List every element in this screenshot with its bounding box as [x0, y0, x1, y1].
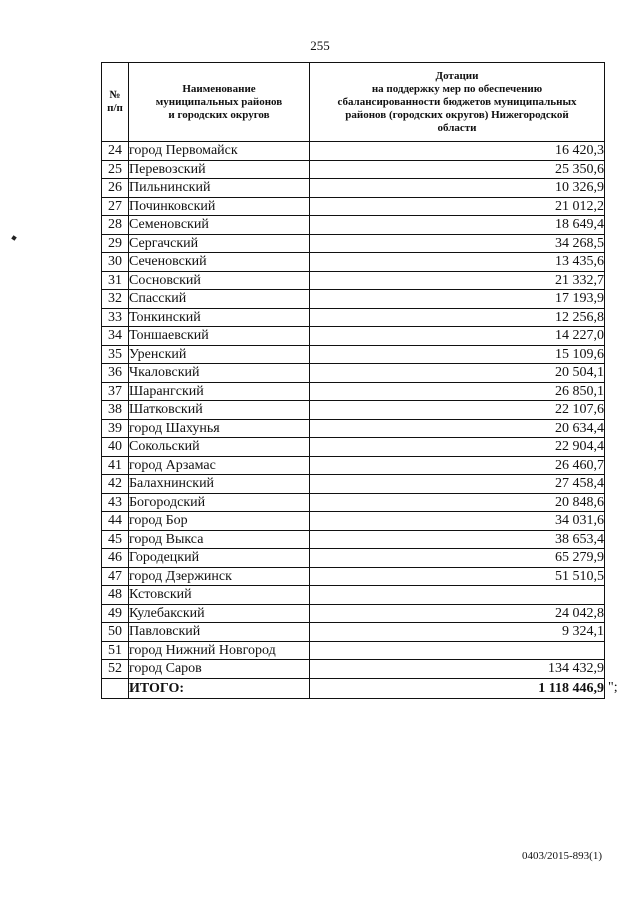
row-value: 18 649,4 — [310, 216, 605, 235]
row-value: 38 653,4 — [310, 530, 605, 549]
row-name: город Саров — [129, 660, 310, 679]
row-number: 31 — [102, 271, 129, 290]
row-value: 20 504,1 — [310, 364, 605, 383]
row-name: город Нижний Новгород — [129, 641, 310, 660]
row-number: 29 — [102, 234, 129, 253]
row-number: 38 — [102, 401, 129, 420]
row-value: 21 332,7 — [310, 271, 605, 290]
row-name: Пильнинский — [129, 179, 310, 198]
row-name: Шатковский — [129, 401, 310, 420]
table-row — [102, 290, 605, 309]
row-number: 32 — [102, 290, 129, 309]
table-row — [102, 493, 605, 512]
table-row — [102, 586, 605, 605]
row-value: 10 326,9 — [310, 179, 605, 198]
row-name: город Бор — [129, 512, 310, 531]
table-row — [102, 512, 605, 531]
row-value: 13 435,6 — [310, 253, 605, 272]
row-value: 20 634,4 — [310, 419, 605, 438]
row-number: 24 — [102, 142, 129, 161]
table-row — [102, 456, 605, 475]
table-header-row — [102, 63, 605, 142]
row-value — [310, 641, 605, 660]
row-name: город Арзамас — [129, 456, 310, 475]
header-number-line: п/п — [107, 102, 123, 114]
row-number: 26 — [102, 179, 129, 198]
header-number — [102, 63, 129, 142]
row-name: Сокольский — [129, 438, 310, 457]
row-name: Сосновский — [129, 271, 310, 290]
table-row — [102, 438, 605, 457]
table-row — [102, 641, 605, 660]
header-value-line: сбалансированности бюджетов муниципальных — [337, 95, 577, 108]
header-value-line: на поддержку мер по обеспечению — [371, 82, 543, 95]
row-value: 65 279,9 — [310, 549, 605, 568]
row-name: Чкаловский — [129, 364, 310, 383]
row-value: 26 460,7 — [310, 456, 605, 475]
table-row — [102, 623, 605, 642]
row-name: Шарангский — [129, 382, 310, 401]
row-name: город Первомайск — [129, 142, 310, 161]
table-row — [102, 475, 605, 494]
row-number: 43 — [102, 493, 129, 512]
row-value: 17 193,9 — [310, 290, 605, 309]
total-row — [102, 678, 605, 698]
row-name: город Дзержинск — [129, 567, 310, 586]
row-value: 27 458,4 — [310, 475, 605, 494]
row-value: 9 324,1 — [310, 623, 605, 642]
row-number: 46 — [102, 549, 129, 568]
row-name: Кулебакский — [129, 604, 310, 623]
table-body — [102, 142, 605, 699]
header-value-line: районов (городских округов) Нижегородской — [345, 108, 569, 121]
total-value: 1 118 446,9 — [310, 678, 605, 698]
table-row — [102, 660, 605, 679]
row-number: 34 — [102, 327, 129, 346]
header-name-line: и городских округов — [168, 108, 270, 121]
table-row — [102, 308, 605, 327]
row-name: Уренский — [129, 345, 310, 364]
header-value — [310, 63, 605, 142]
row-number: 49 — [102, 604, 129, 623]
page-number: 255 — [310, 38, 330, 53]
row-value: 22 107,6 — [310, 401, 605, 420]
table-row — [102, 271, 605, 290]
row-name: Починковский — [129, 197, 310, 216]
row-number: 52 — [102, 660, 129, 679]
row-number: 41 — [102, 456, 129, 475]
table-row — [102, 567, 605, 586]
row-number: 28 — [102, 216, 129, 235]
header-value-line: Дотации — [435, 69, 479, 82]
table-row — [102, 549, 605, 568]
header-name-line: муниципальных районов — [155, 95, 283, 108]
header-number-line: № — [109, 89, 121, 101]
row-number: 45 — [102, 530, 129, 549]
table-row — [102, 419, 605, 438]
header-name-line: Наименование — [182, 82, 256, 95]
row-name: Балахнинский — [129, 475, 310, 494]
table-row — [102, 364, 605, 383]
row-value: 25 350,6 — [310, 160, 605, 179]
row-value: 14 227,0 — [310, 327, 605, 346]
table-row — [102, 234, 605, 253]
row-name: город Шахунья — [129, 419, 310, 438]
row-name: Городецкий — [129, 549, 310, 568]
row-name: Кстовский — [129, 586, 310, 605]
table-row — [102, 382, 605, 401]
row-value: 24 042,8 — [310, 604, 605, 623]
header-value-line: области — [437, 121, 477, 134]
row-name: Сеченовский — [129, 253, 310, 272]
row-value: 12 256,8 — [310, 308, 605, 327]
table-row — [102, 142, 605, 161]
table-row — [102, 179, 605, 198]
row-value: 22 904,4 — [310, 438, 605, 457]
table-row — [102, 604, 605, 623]
table-row — [102, 197, 605, 216]
header-name — [129, 63, 310, 142]
row-number: 50 — [102, 623, 129, 642]
row-name: Перевозский — [129, 160, 310, 179]
row-number: 37 — [102, 382, 129, 401]
row-name: Спасский — [129, 290, 310, 309]
total-number-cell — [102, 678, 129, 698]
row-value: 134 432,9 — [310, 660, 605, 679]
row-number: 25 — [102, 160, 129, 179]
table-row — [102, 530, 605, 549]
row-number: 35 — [102, 345, 129, 364]
table-row — [102, 401, 605, 420]
row-number: 44 — [102, 512, 129, 531]
row-number: 39 — [102, 419, 129, 438]
row-value: 20 848,6 — [310, 493, 605, 512]
row-name: Тонкинский — [129, 308, 310, 327]
row-value — [310, 586, 605, 605]
stray-mark — [11, 235, 17, 241]
row-name: Павловский — [129, 623, 310, 642]
row-value: 16 420,3 — [310, 142, 605, 161]
row-number: 48 — [102, 586, 129, 605]
row-value: 51 510,5 — [310, 567, 605, 586]
row-number: 27 — [102, 197, 129, 216]
table-row — [102, 327, 605, 346]
row-number: 36 — [102, 364, 129, 383]
row-name: Богородский — [129, 493, 310, 512]
row-number: 47 — [102, 567, 129, 586]
row-value: 15 109,6 — [310, 345, 605, 364]
row-number: 33 — [102, 308, 129, 327]
row-name: город Выкса — [129, 530, 310, 549]
row-name: Сергачский — [129, 234, 310, 253]
row-value: 34 031,6 — [310, 512, 605, 531]
row-number: 30 — [102, 253, 129, 272]
table-row — [102, 345, 605, 364]
subsidy-table — [101, 62, 605, 699]
row-number: 40 — [102, 438, 129, 457]
closing-quote: "; — [608, 680, 618, 695]
row-number: 51 — [102, 641, 129, 660]
row-name: Семеновский — [129, 216, 310, 235]
row-value: 21 012,2 — [310, 197, 605, 216]
row-value: 26 850,1 — [310, 382, 605, 401]
total-label: ИТОГО: — [129, 678, 310, 698]
table-row — [102, 216, 605, 235]
row-name: Тоншаевский — [129, 327, 310, 346]
row-value: 34 268,5 — [310, 234, 605, 253]
document-code: 0403/2015-893(1) — [521, 850, 602, 862]
table-row — [102, 253, 605, 272]
table-row — [102, 160, 605, 179]
row-number: 42 — [102, 475, 129, 494]
